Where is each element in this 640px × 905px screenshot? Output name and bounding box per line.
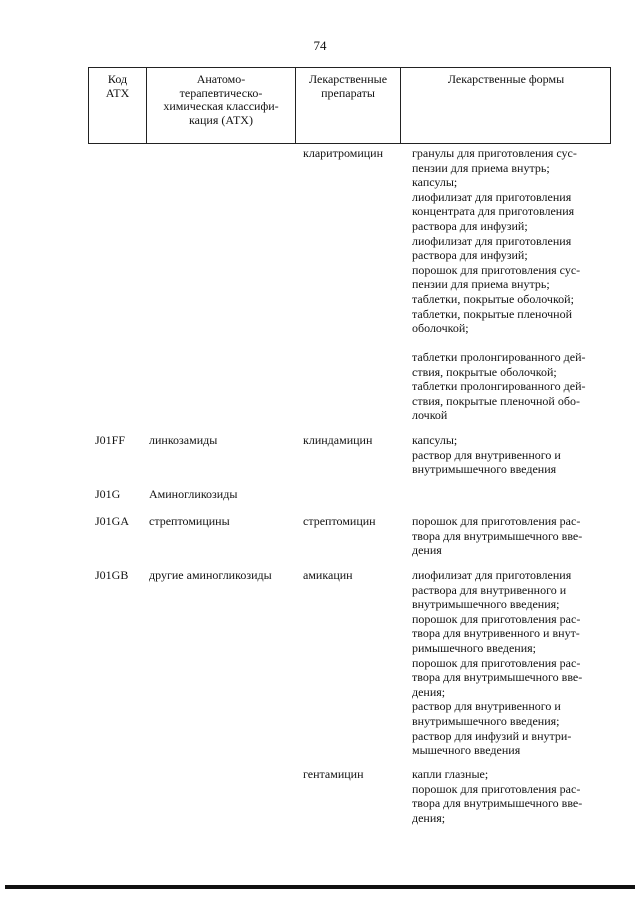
atc-code: J01GB [95, 568, 129, 582]
atc-code: J01GA [95, 514, 130, 528]
atc-code: J01FF [95, 433, 126, 447]
dosage-forms: лиофилизат для приготовления раствора для внутривенного и внутримышечного введения; порошок для приготовления рас- твора для внутривенного и внут- римышечного введения; порошок для приготовления рас- твора для внутримышечного вве- дения; раствор для внутривенного и внутримышечного введения; раствор для инфузий и внутри- мышечного введения [412, 568, 583, 758]
atc-classification: стрептомицины [149, 514, 230, 528]
header-classification: Анатомо- терапевтическо- химическая классифи- кация (АТХ) [163, 72, 279, 127]
page-number: 74 [313, 38, 327, 53]
table-header [88, 67, 611, 144]
drug-name: клиндамицин [303, 433, 373, 447]
dosage-forms: гранулы для приготовления сус- пензии для приема внутрь; капсулы; лиофилизат для приготовления концентрата для приготовления раствора для инфузий; лиофилизат для приготовления раствора для инфузий; порошок для приготовления сус- пензии для приема внутрь; таблетки, покрытые оболочкой; таблетки, покрытые пленочной оболочкой; [412, 146, 581, 336]
atc-code: J01G [95, 487, 121, 501]
drug-name: амикацин [303, 568, 353, 582]
dosage-forms: порошок для приготовления рас- твора для внутримышечного вве- дения [412, 514, 583, 558]
atc-classification: Аминогликозиды [149, 487, 238, 501]
header-drugs: Лекарственные препараты [308, 72, 388, 100]
dosage-forms: капли глазные; порошок для приготовления рас- твора для внутримышечного вве- дения; [412, 767, 583, 825]
dosage-forms: таблетки пролонгированного дей- ствия, покрытые оболочкой; таблетки пролонгированного дей- ствия, покрытые пленочной обо- лочкой [412, 350, 586, 423]
atc-classification: линкозамиды [149, 433, 218, 447]
dosage-forms: капсулы; раствор для внутривенного и внутримышечного введения [412, 433, 561, 477]
drug-name: стрептомицин [303, 514, 376, 528]
header-code: Код АТХ [105, 72, 130, 100]
drug-name: гентамицин [303, 767, 364, 781]
header-forms: Лекарственные формы [447, 72, 565, 86]
atc-classification: другие аминогликозиды [149, 568, 272, 582]
drug-name: кларитромицин [303, 146, 384, 160]
bottom-rule [5, 885, 635, 889]
